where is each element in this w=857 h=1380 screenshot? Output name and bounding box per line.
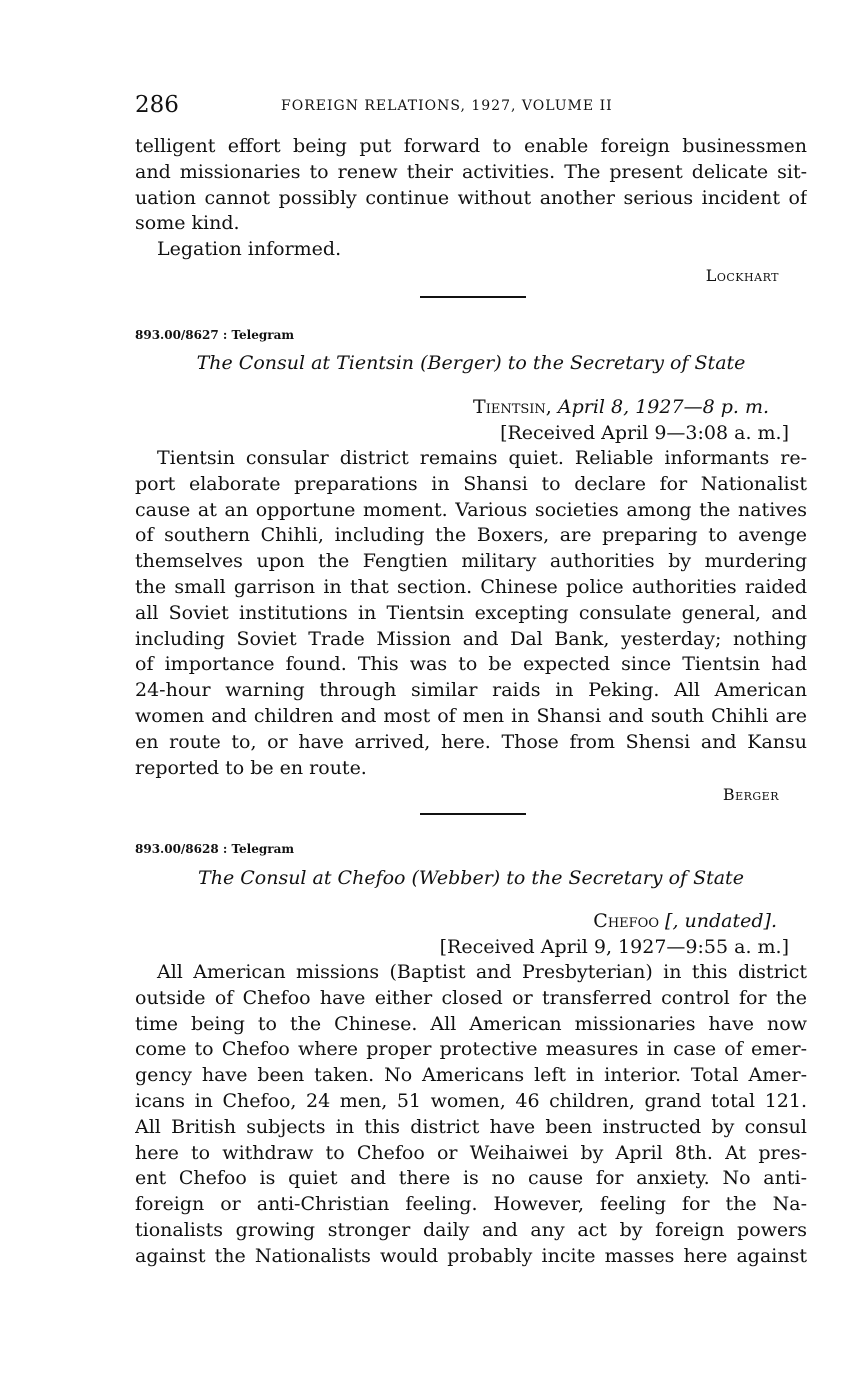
dateline-date: April 8, 1927—8 p. m.	[557, 396, 769, 418]
dateline-place: Chefoo	[593, 910, 659, 932]
paragraph-line: of importance found. This was to be expected since Tientsin had	[135, 653, 807, 676]
signature-lockhart: Lockhart	[705, 266, 779, 285]
paragraph-line: and missionaries to renew their activities. The present delicate sit-	[135, 160, 807, 183]
paragraph-line: Tientsin consular district remains quiet. Reliable informants re-	[157, 447, 807, 469]
paragraph-line: here to withdraw to Chefoo or Weihaiwei by April 8th. At pres-	[135, 1141, 807, 1164]
received-stamp: [Received April 9, 1927—9:55 a. m.]	[439, 936, 789, 958]
paragraph-line: uation cannot possibly continue without another serious incident of	[135, 186, 807, 209]
paragraph-line: cause at an opportune moment. Various societies among the natives	[135, 498, 807, 521]
paragraph-line: of southern Chihli, including the Boxers, are preparing to avenge	[135, 524, 807, 547]
section-divider	[420, 296, 526, 298]
paragraph-line: reported to be en route.	[135, 756, 367, 779]
page-number: 286	[135, 92, 179, 118]
signature-berger: Berger	[722, 785, 779, 804]
received-stamp: [Received April 9—3:08 a. m.]	[500, 422, 789, 444]
paragraph-line: all Soviet institutions in Tientsin excepting consulate general, and	[135, 601, 807, 624]
file-reference: 893.00/8628 : Telegram	[135, 842, 295, 856]
paragraph-line: 24-hour warning through similar raids in Peking. All American	[135, 679, 807, 702]
paragraph-line: including Soviet Trade Mission and Dal Bank, yesterday; nothing	[135, 627, 807, 650]
dateline-date: [, undated].	[665, 910, 777, 932]
dateline	[593, 908, 777, 934]
paragraph-line: All British subjects in this district have been instructed by consul	[135, 1115, 807, 1138]
paragraph-line: port elaborate preparations in Shansi to declare for Nationalist	[135, 472, 807, 495]
closing-line: Legation informed.	[157, 238, 342, 261]
paragraph-line: icans in Chefoo, 24 men, 51 women, 46 children, grand total 121.	[135, 1089, 807, 1112]
document-title: The Consul at Chefoo (Webber) to the Secretary of State	[198, 867, 744, 889]
paragraph-line: themselves upon the Fengtien military authorities by murdering	[135, 550, 807, 573]
document-title: The Consul at Tientsin (Berger) to the Secretary of State	[196, 352, 746, 374]
paragraph-line: come to Chefoo where proper protective measures in case of emer-	[135, 1038, 807, 1061]
dateline	[473, 394, 769, 420]
paragraph-line: women and children and most of men in Shansi and south Chihli are	[135, 704, 807, 727]
running-head	[135, 90, 807, 120]
paragraph-line: All American missions (Baptist and Presbyterian) in this district	[157, 961, 807, 983]
telegram-body	[135, 446, 807, 781]
continuation-paragraph	[135, 134, 807, 263]
paragraph-line: ent Chefoo is quiet and there is no cause for anxiety. No anti-	[135, 1167, 807, 1190]
paragraph-line: gency have been taken. No Americans left in interior. Total Amer-	[135, 1064, 807, 1087]
paragraph-line: against the Nationalists would probably incite masses here against	[135, 1244, 807, 1267]
file-reference: 893.00/8627 : Telegram	[135, 328, 295, 342]
paragraph-line: some kind.	[135, 212, 240, 235]
section-divider	[420, 813, 526, 815]
paragraph-line: time being to the Chinese. All American missionaries have now	[135, 1012, 807, 1035]
paragraph-line: en route to, or have arrived, here. Those from Shensi and Kansu	[135, 730, 807, 753]
paragraph-line: telligent effort being put forward to enable foreign businessmen	[135, 135, 807, 157]
telegram-body	[135, 960, 807, 1270]
running-head-title: FOREIGN RELATIONS, 1927, VOLUME II	[281, 98, 613, 114]
paragraph-line: outside of Chefoo have either closed or transferred control for the	[135, 986, 807, 1009]
paragraph-line: tionalists growing stronger daily and any act by foreign powers	[135, 1218, 807, 1241]
paragraph-line: the small garrison in that section. Chinese police authorities raided	[135, 575, 807, 598]
dateline-place: Tientsin,	[473, 396, 552, 418]
paragraph-line: foreign or anti-Christian feeling. However, feeling for the Na-	[135, 1193, 807, 1216]
